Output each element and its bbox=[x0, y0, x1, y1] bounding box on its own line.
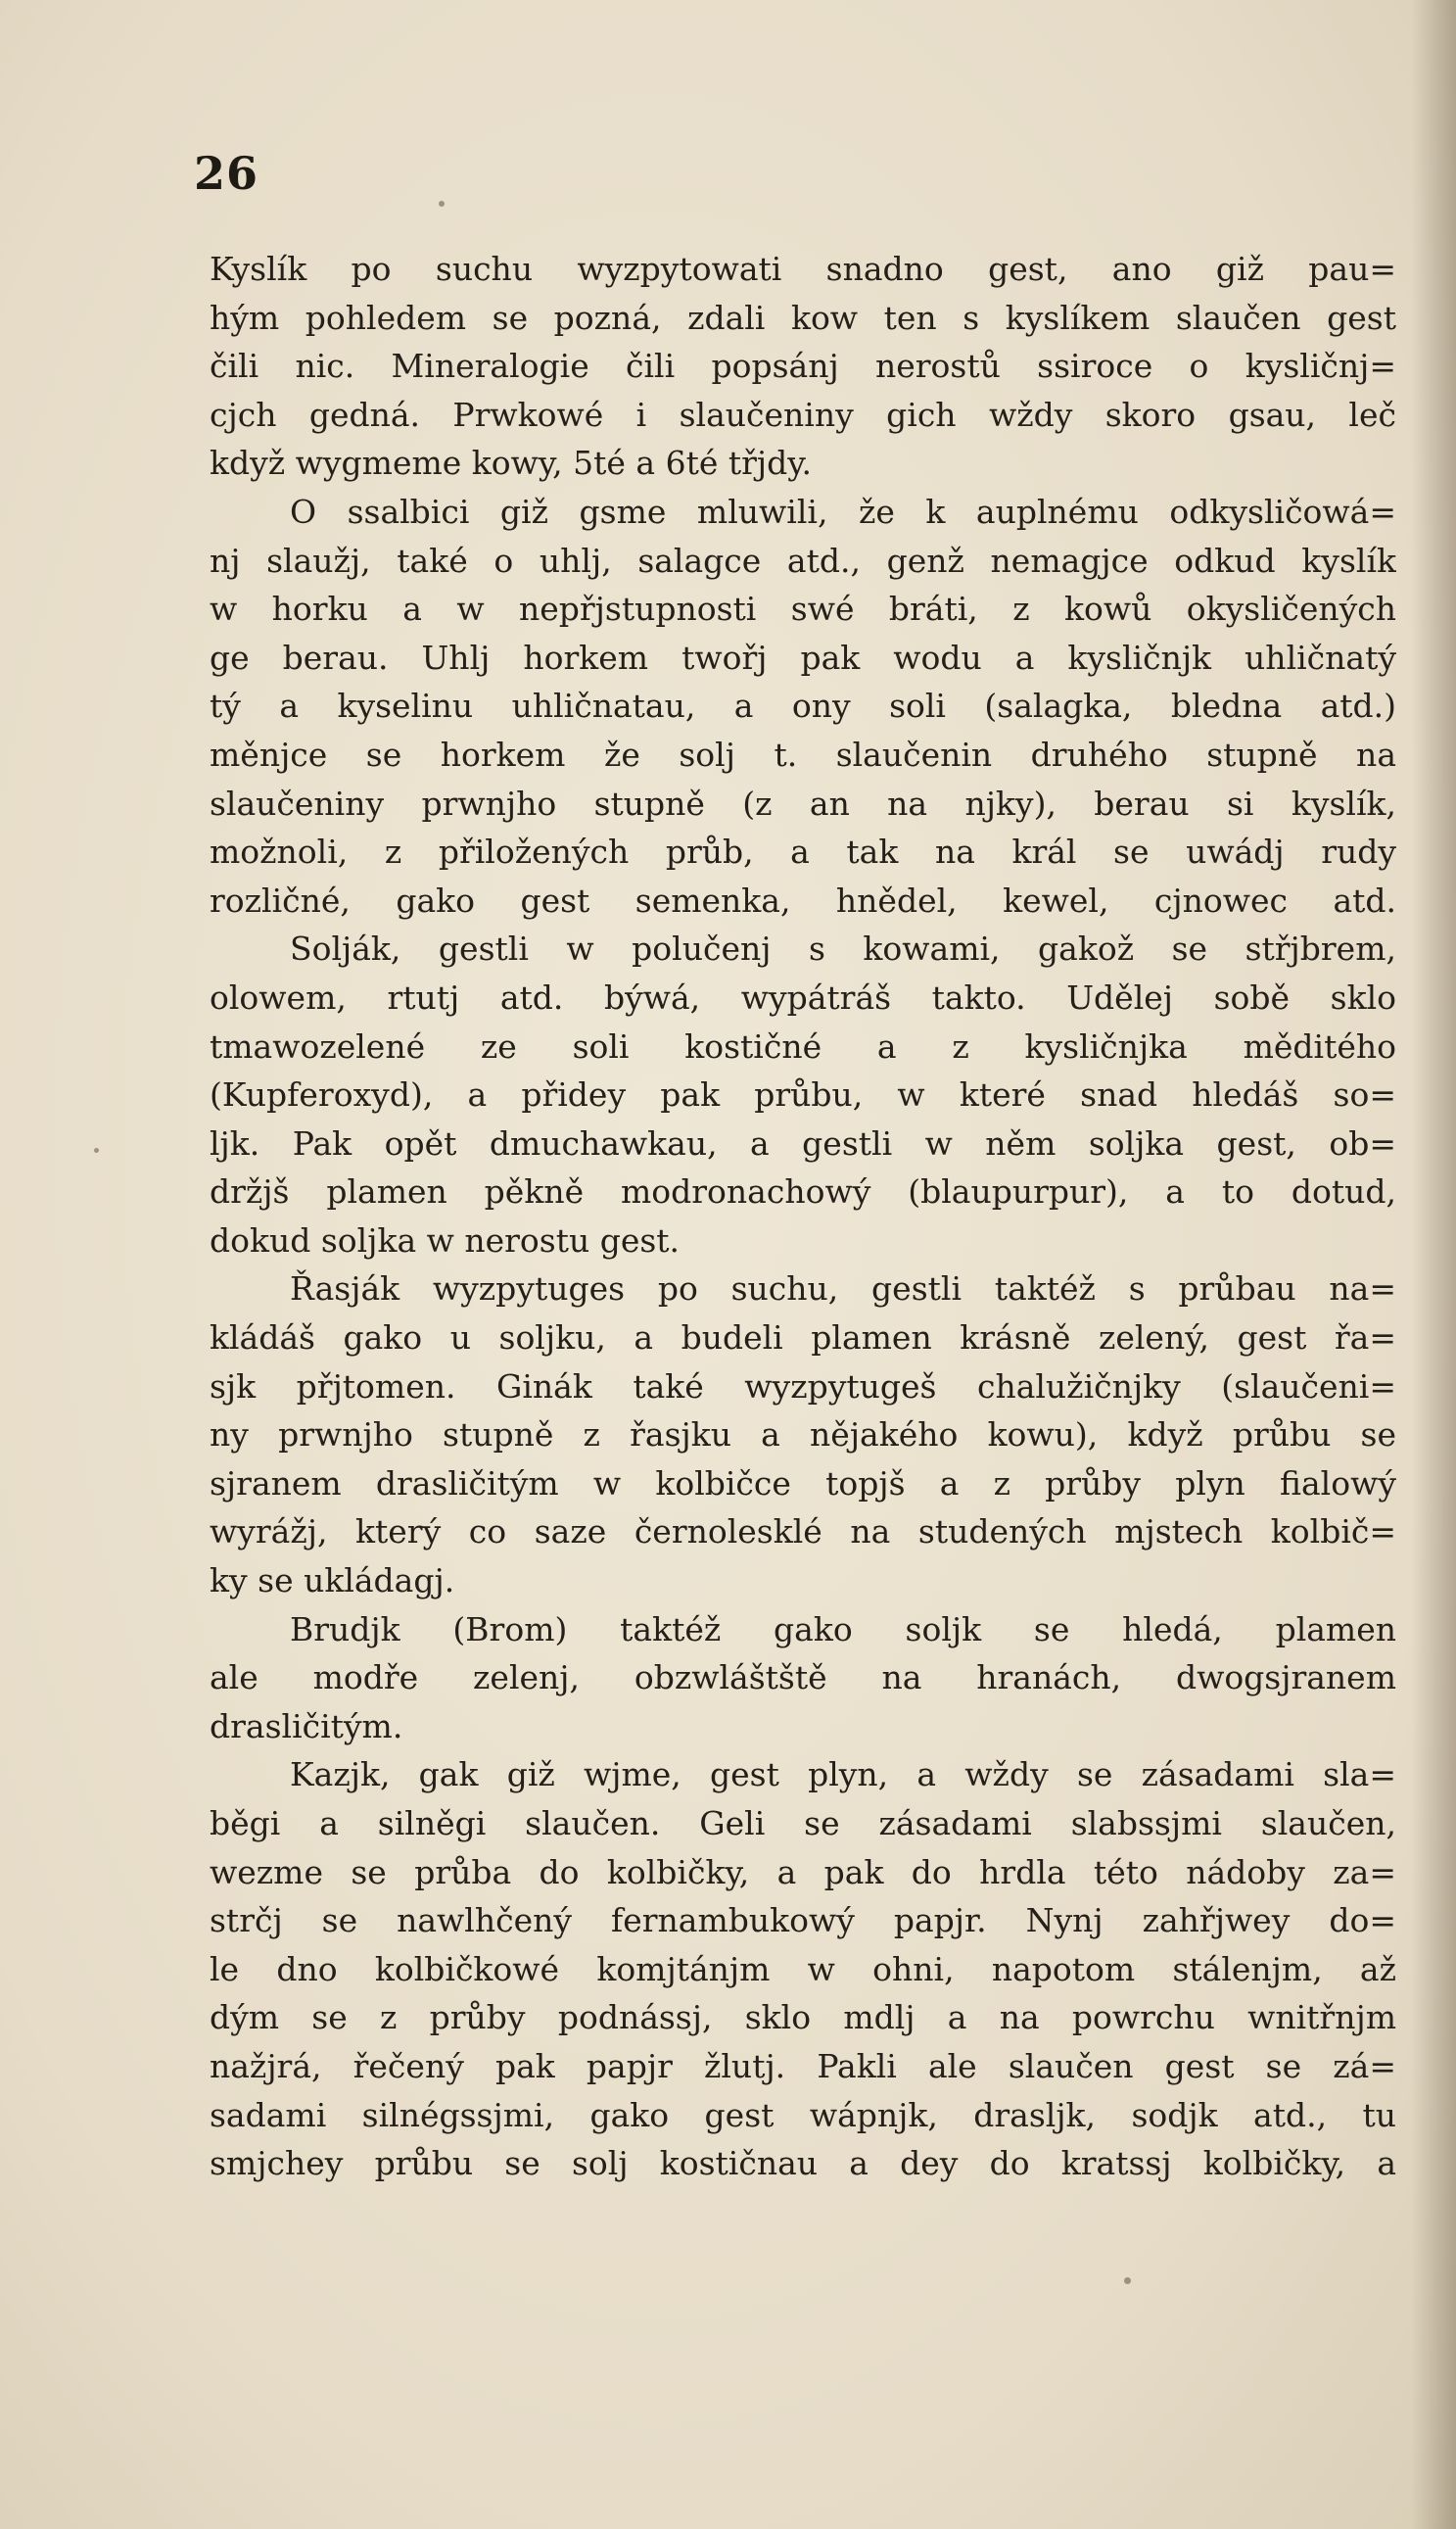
text-line: le dno kolbičkowé komjtánjm w ohni, napotom stálenjm, až bbox=[210, 1949, 1396, 1988]
text-line: možnoli, z přiložených průb, a tak na král se uwádj rudy bbox=[210, 833, 1396, 872]
text-line: drasličitým. bbox=[210, 1706, 403, 1745]
body-text bbox=[210, 245, 1396, 2188]
text-line: cjch gedná. Prwkowé i slaučeniny gich wždy skoro gsau, leč bbox=[210, 395, 1396, 434]
text-line: wyrážj, který co saze černolesklé na studených mjstech kolbič= bbox=[210, 1512, 1396, 1551]
text-line: olowem, rtutj atd. býwá, wypátráš takto. Udělej sobě sklo bbox=[210, 978, 1396, 1017]
text-line: Solják, gestli w polučenj s kowami, gakož se střjbrem, bbox=[290, 930, 1396, 969]
text-line: nj slaužj, také o uhlj, salagce atd., genž nemagjce odkud kyslík bbox=[210, 541, 1396, 580]
text-line: měnjce se horkem že solj t. slaučenin druhého stupně na bbox=[210, 735, 1396, 774]
page-number: 26 bbox=[194, 147, 259, 200]
text-line: Kazjk, gak giž wjme, gest plyn, a wždy se zásadami sla= bbox=[290, 1755, 1396, 1794]
paper-speck bbox=[439, 201, 445, 207]
text-line: sadami silnégssjmi, gako gest wápnjk, drasljk, sodjk atd., tu bbox=[210, 2095, 1396, 2134]
text-line: čili nic. Mineralogie čili popsánj nerostů ssiroce o kysličnj= bbox=[210, 347, 1396, 386]
text-line: rozličné, gako gest semenka, hnědel, kewel, cjnowec atd. bbox=[210, 881, 1396, 920]
text-line: hým pohledem se pozná, zdali kow ten s kyslíkem slaučen gest bbox=[210, 298, 1396, 337]
text-line: běgi a silněgi slaučen. Geli se zásadami slabssjmi slaučen, bbox=[210, 1804, 1396, 1842]
text-line: Řasják wyzpytuges po suchu, gestli taktéž s průbau na= bbox=[290, 1269, 1396, 1309]
text-line: sjranem drasličitým w kolbičce topjš a z průby plyn fialowý bbox=[210, 1463, 1396, 1503]
text-line: dokud soljka w nerostu gest. bbox=[210, 1220, 681, 1260]
page-edge-shadow bbox=[1411, 0, 1456, 2529]
paper-speck bbox=[1124, 2277, 1131, 2284]
text-line: držjš plamen pěkně modronachowý (blaupurpur), a to dotud, bbox=[210, 1172, 1396, 1212]
text-line: tmawozelené ze soli kostičné a z kysličnjka měditého bbox=[210, 1026, 1396, 1066]
text-line: ljk. Pak opět dmuchawkau, a gestli w něm soljka gest, ob= bbox=[210, 1123, 1396, 1163]
paper-speck bbox=[94, 1148, 99, 1153]
text-line: Kyslík po suchu wyzpytowati snadno gest, ano giž pau= bbox=[210, 250, 1396, 288]
text-line: ge berau. Uhlj horkem twořj pak wodu a kysličnjk uhličnatý bbox=[210, 638, 1396, 677]
text-line: ky se ukládagj. bbox=[210, 1561, 455, 1600]
text-line: Brudjk (Brom) taktéž gako soljk se hledá, plamen bbox=[290, 1609, 1396, 1648]
text-line: wezme se průba do kolbičky, a pak do hrdla této nádoby za= bbox=[210, 1852, 1396, 1891]
text-line: (Kupferoxyd), a přidey pak průbu, w které snad hledáš so= bbox=[210, 1075, 1396, 1115]
text-line: sjk přjtomen. Ginák také wyzpytugeš chalužičnjky (slaučeni= bbox=[210, 1366, 1396, 1406]
text-line: tý a kyselinu uhličnatau, a ony soli (salagka, bledna atd.) bbox=[210, 687, 1396, 726]
text-line: ale modře zelenj, obzwláštště na hranách, dwogsjranem bbox=[210, 1658, 1396, 1697]
text-line: ny prwnjho stupně z řasjku a nějakého kowu), když průbu se bbox=[210, 1415, 1396, 1455]
text-line: O ssalbici giž gsme mluwili, že k auplnému odkysličowá= bbox=[290, 492, 1396, 531]
text-line: dým se z průby podnássj, sklo mdlj a na powrchu wnitřnjm bbox=[210, 1998, 1396, 2037]
text-line: w horku a w nepřjstupnosti swé bráti, z kowů okysličených bbox=[210, 590, 1396, 629]
text-line: kládáš gako u soljku, a budeli plamen krásně zelený, gest řa= bbox=[210, 1318, 1396, 1358]
text-line: nažjrá, řečený pak papjr žlutj. Pakli ale slaučen gest se zá= bbox=[210, 2046, 1396, 2085]
text-line: smjchey průbu se solj kostičnau a dey do kratssj kolbičky, a bbox=[210, 2144, 1396, 2183]
text-line: slaučeniny prwnjho stupně (z an na njky), berau si kyslík, bbox=[210, 784, 1396, 823]
text-line: strčj se nawlhčený fernambukowý papjr. Nynj zahřjwey do= bbox=[210, 1901, 1396, 1940]
text-line: když wygmeme kowy, 5té a 6té třjdy. bbox=[210, 444, 812, 483]
